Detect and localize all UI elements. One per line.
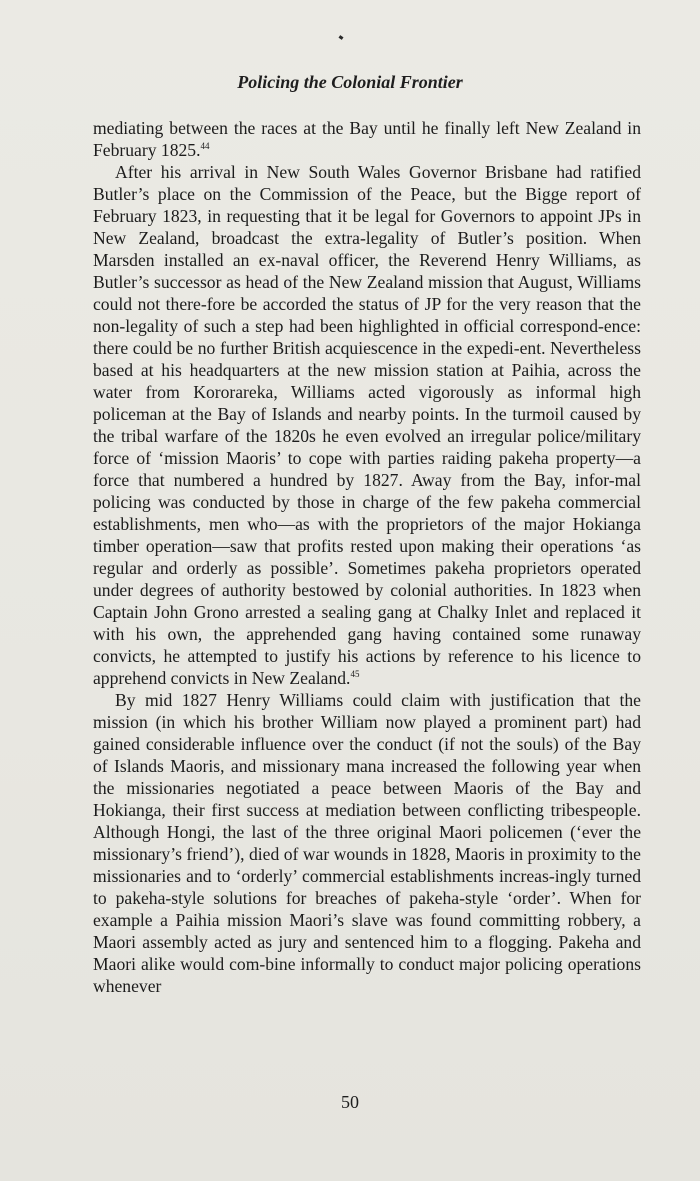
paragraph-text: After his arrival in New South Wales Governor Brisbane had ratified Butler’s place on the Commission of the Peace, but the Bigge report of February 1823, in requesting that it be legal for Governors to appoint JPs in New Zealand, broadcast the extra-legality of Butler’s position. When Marsden installed an ex-naval officer, the Reverend Henry Williams, as Butler’s successor as head of the New Zealand mission that August, Williams could not there-fore be accorded the status of JP for the very reason that the non-legality of such a step had been highlighted in official correspond-ence: there could be no further British acquiescence in the expedi-ent. Nevertheless based at his headquarters at the new mission station at Paihia, across the water from Kororareka, Williams acted vigorously as informal high policeman at the Bay of Islands and nearby points. In the turmoil caused by the tribal warfare of the 1820s he even evolved an irregular police/military force of ‘mission Maoris’ to cope with parties raiding pakeha property—a force that numbered a hundred by 1827. Away from the Bay, infor-mal policing was conducted by those in charge of the few pakeha commercial establishments, men who—as with the proprietors of the major Hokianga timber operation—saw that profits rested upon making their operations ‘as regular and orderly as possible’. Sometimes pakeha proprietors operated under degrees of authority bestowed by colonial authorities. In 1823 when Captain John Grono arrested a sealing gang at Chalky Inlet and replaced it with his own, the apprehended gang having contained some runaway convicts, he attempted to justify his actions by reference to his licence to apprehend convicts in New Zealand. [93,162,641,688]
footnote-ref-44: 44 [200,141,210,152]
paragraph-2 [93,161,641,689]
print-speck [339,35,344,40]
paragraph-text: mediating between the races at the Bay until he finally left New Zealand in February 1825. [93,118,641,160]
paragraph-3 [93,689,641,997]
page-number: 50 [341,1092,359,1112]
running-head: Policing the Colonial Frontier [237,72,463,92]
paragraph-text: By mid 1827 Henry Williams could claim with justification that the mission (in which his brother William now played a prominent part) had gained considerable influence over the conduct (if not the souls) of the Bay of Islands Maoris, and missionary mana increased the following year when the missionaries negotiated a peace between Maoris of the Bay and Hokianga, their first success at mediation between conflicting tribespeople. Although Hongi, the last of the three original Maori policemen (‘ever the missionary’s friend’), died of war wounds in 1828, Maoris in proximity to the missionaries and to ‘orderly’ commercial establishments increas-ingly turned to pakeha-style solutions for breaches of pakeha-style ‘order’. When for example a Paihia mission Maori’s slave was found committing robbery, a Maori assembly acted as jury and sentenced him to a flogging. Pakeha and Maori alike would com-bine informally to conduct major policing operations whenever [93,690,641,996]
paragraph-1 [93,117,641,161]
footnote-ref-45: 45 [350,669,360,680]
body-text [93,117,641,997]
